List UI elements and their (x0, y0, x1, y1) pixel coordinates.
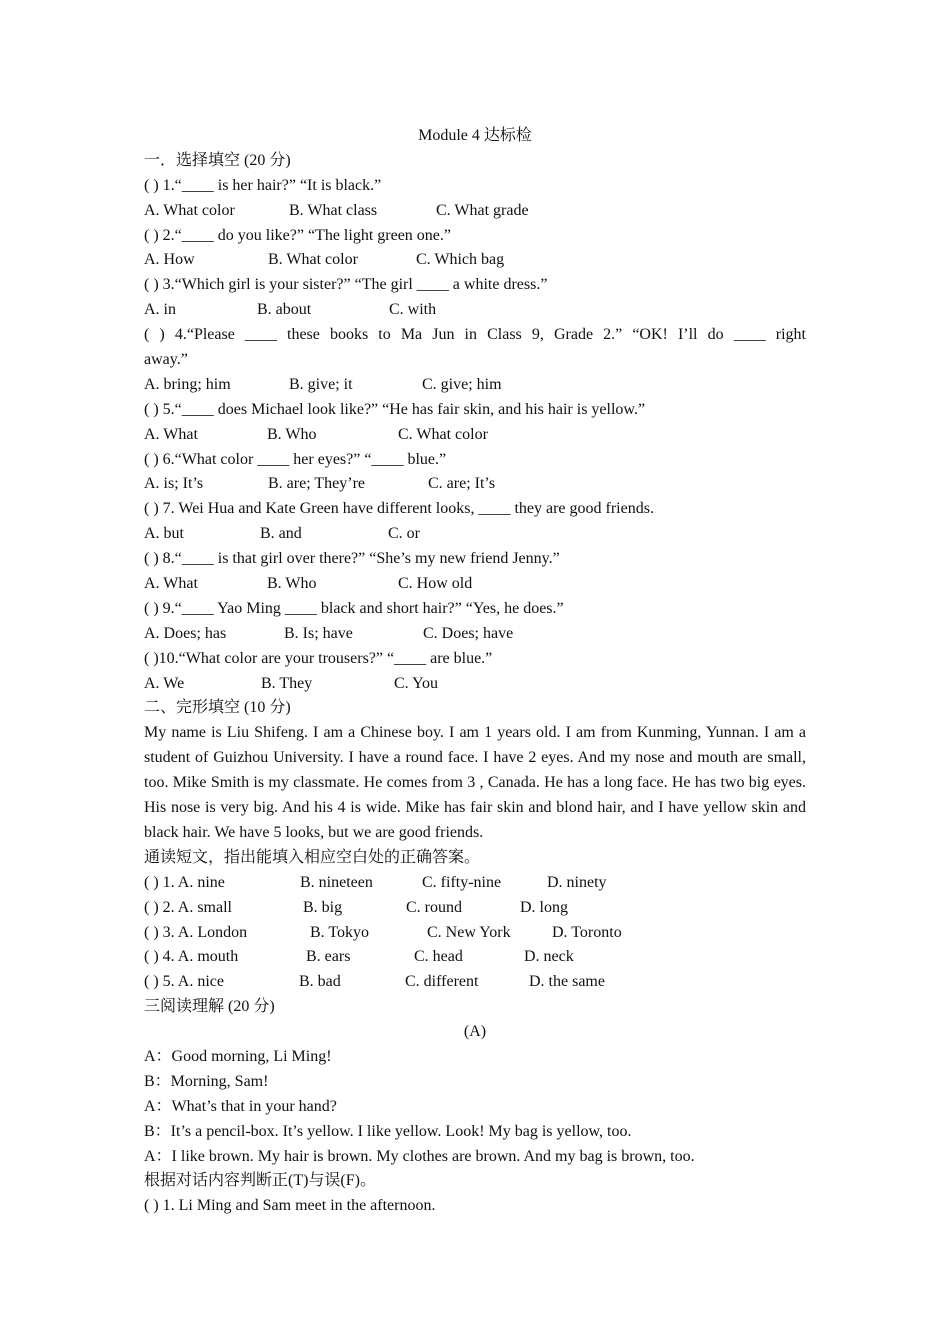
option-d: D. Toronto (552, 923, 622, 941)
option-d: D. long (520, 898, 568, 916)
option-a: A. in (144, 301, 176, 319)
option-d: D. ninety (547, 873, 607, 891)
question-10-options (144, 672, 806, 697)
cloze-item-3 (144, 921, 806, 946)
dialogue-line: A：Good morning, Li Ming! (144, 1048, 332, 1066)
option-c: C. are; It’s (428, 475, 496, 493)
cloze-stem: ( ) 5. A. nice (144, 973, 224, 991)
option-a: A. What color (144, 201, 235, 219)
cloze-stem: ( ) 3. A. London (144, 923, 248, 941)
question-6: ( ) 6.“What color ____ her eyes?” “____ blue.” (144, 450, 447, 468)
question-5: ( ) 5.“____ does Michael look like?” “He has fair skin, and his hair is yellow.” (144, 400, 646, 418)
option-b: B. big (303, 898, 343, 916)
option-b: B. Is; have (284, 624, 353, 642)
question-8-options (144, 572, 806, 597)
option-b: B. nineteen (300, 873, 373, 891)
option-b: B. They (261, 674, 313, 692)
question-4-options (144, 373, 806, 398)
cloze-item-5 (144, 970, 806, 995)
section-heading-cloze: 二、完形填空 (10 分) (144, 699, 291, 717)
question-1-options (144, 199, 806, 224)
reading-question-1: ( ) 1. Li Ming and Sam meet in the afternoon. (144, 1197, 436, 1215)
question-1: ( ) 1.“____ is her hair?” “It is black.” (144, 176, 382, 194)
option-c: C. How old (398, 575, 473, 593)
option-c: C. give; him (422, 375, 502, 393)
option-b: B. and (260, 525, 302, 543)
cloze-passage: My name is Liu Shifeng. I am a Chinese boy. I am 1 years old. I am from Kunming, Yunnan. I am a student of Guizhou University. I have a round face. I have 2 eyes. And my nose and mouth are small, too. Mike Smith is my classmate. He comes from 3 , Canada. He has a long face. He has two big eyes. His nose is very big. And his 4 is wide. Mike has fair skin and blond hair, and I have yellow skin and black hair. We have 5 looks, but we are good friends. (144, 724, 806, 841)
page-title: Module 4 达标检 (418, 127, 532, 144)
option-c: C. Does; have (423, 624, 514, 642)
option-d: D. neck (524, 948, 574, 966)
option-b: B. bad (299, 973, 341, 991)
option-c: C. New York (427, 923, 511, 941)
question-4: ( ) 4.“Please ____ these books to Ma Jun in Class 9, Grade 2.” “OK! I’ll do ____ right (144, 326, 806, 344)
question-3-options (144, 298, 806, 323)
question-5-options (144, 423, 806, 448)
option-a: A. bring; him (144, 375, 231, 393)
option-b: B. about (257, 301, 312, 319)
section-heading-reading: 三阅读理解 (20 分) (144, 998, 275, 1016)
option-b: B. Who (267, 425, 317, 443)
question-10: ( )10.“What color are your trousers?” “____ are blue.” (144, 649, 493, 667)
option-b: B. What class (289, 201, 378, 219)
cloze-instruction: 通读短文，指出能填入相应空白处的正确答案。 (144, 848, 481, 866)
cloze-stem: ( ) 1. A. nine (144, 873, 225, 891)
question-4-continued: away.” (144, 351, 188, 369)
option-c: C. or (388, 525, 420, 543)
option-b: B. ears (306, 948, 351, 966)
section-heading-choice: 一．选择填空 (20 分) (144, 151, 291, 169)
option-c: C. head (414, 948, 463, 966)
passage-label: (A) (463, 1023, 487, 1041)
question-2: ( ) 2.“____ do you like?” “The light green one.” (144, 226, 451, 244)
question-9-options (144, 622, 806, 647)
option-a: A. but (144, 525, 184, 543)
cloze-stem: ( ) 2. A. small (144, 898, 232, 916)
question-6-options (144, 472, 806, 497)
question-7-options (144, 522, 806, 547)
option-c: C. different (405, 973, 479, 991)
option-b: B. What color (268, 251, 358, 269)
option-a: A. What (144, 425, 198, 443)
option-b: B. give; it (289, 375, 353, 393)
option-a: A. What (144, 575, 198, 593)
cloze-item-1 (144, 871, 806, 896)
cloze-stem: ( ) 4. A. mouth (144, 948, 239, 966)
option-c: C. Which bag (416, 251, 505, 269)
question-9: ( ) 9.“____ Yao Ming ____ black and short hair?” “Yes, he does.” (144, 599, 564, 617)
question-7: ( ) 7. Wei Hua and Kate Green have different looks, ____ they are good friends. (144, 500, 654, 518)
option-d: D. the same (529, 973, 605, 991)
cloze-item-4 (144, 945, 806, 970)
option-a: A. Does; has (144, 624, 227, 642)
option-a: A. We (144, 674, 185, 692)
question-3: ( ) 3.“Which girl is your sister?” “The girl ____ a white dress.” (144, 276, 548, 294)
option-c: C. with (389, 301, 437, 319)
option-b: B. are; They’re (268, 475, 365, 493)
dialogue-line: B：It’s a pencil-box. It’s yellow. I like yellow. Look! My bag is yellow, too. (144, 1122, 632, 1140)
option-c: C. You (394, 674, 439, 692)
option-b: B. Tokyo (310, 923, 370, 941)
question-8: ( ) 8.“____ is that girl over there?” “She’s my new friend Jenny.” (144, 550, 560, 568)
dialogue-line: A：I like brown. My hair is brown. My clothes are brown. And my bag is brown, too. (144, 1147, 695, 1165)
option-b: B. Who (267, 575, 317, 593)
dialogue-line: B：Morning, Sam! (144, 1072, 269, 1090)
option-a: A. is; It’s (144, 475, 204, 493)
option-c: C. What color (398, 425, 488, 443)
dialogue-line: A：What’s that in your hand? (144, 1097, 337, 1115)
option-a: A. How (144, 251, 195, 269)
option-c: C. What grade (436, 201, 529, 219)
reading-instruction: 根据对话内容判断正(T)与误(F)。 (144, 1172, 376, 1190)
worksheet-page (144, 124, 806, 1219)
option-c: C. round (406, 898, 462, 916)
option-c: C. fifty-nine (422, 873, 502, 891)
cloze-item-2 (144, 896, 806, 921)
question-2-options (144, 248, 806, 273)
